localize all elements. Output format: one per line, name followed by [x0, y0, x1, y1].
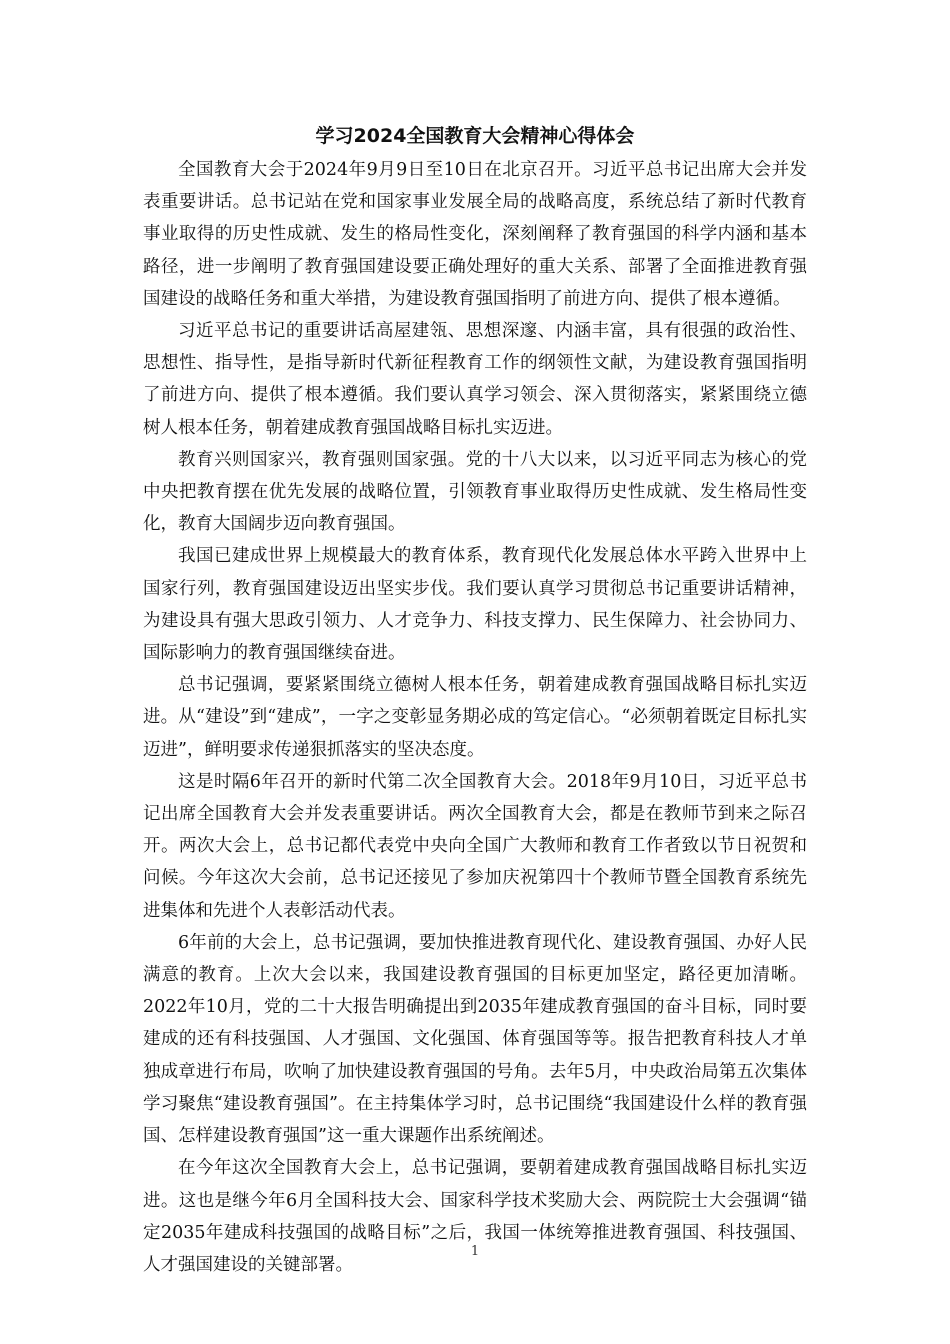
paragraph: 在今年这次全国教育大会上，总书记强调，要朝着建成教育强国战略目标扎实迈进。这也是继今年6月全国科技大会、国家科学技术奖励大会、两院院士大会强调“锚定2035年建成科技强国的战略目标”之后，我国一体统筹推进教育强国、科技强国、人才强国建设的关键部署。 [143, 1158, 807, 1275]
page-number: 1 [470, 1244, 480, 1259]
paragraph: 我国已建成世界上规模最大的教育体系，教育现代化发展总体水平跨入世界中上国家行列，教育强国建设迈出坚实步伐。我们要认真学习贯彻总书记重要讲话精神，为建设具有强大思政引领力、人才竞争力、科技支撑力、民生保障力、社会协同力、国际影响力的教育强国继续奋进。 [143, 546, 807, 664]
paragraph: 习近平总书记的重要讲话高屋建瓴、思想深邃、内涵丰富，具有很强的政治性、思想性、指导性，是指导新时代新征程教育工作的纲领性文献，为建设教育强国指明了前进方向、提供了根本遵循。我们要认真学习领会、深入贯彻落实，紧紧围绕立德树人根本任务，朝着建成教育强国战略目标扎实迈进。 [143, 321, 807, 438]
paragraph: 6年前的大会上，总书记强调，要加快推进教育现代化、建设教育强国、办好人民满意的教育。上次大会以来，我国建设教育强国的目标更加坚定，路径更加清晰。2022年10月，党的二十大报告明确提出到2035年建成教育强国的奋斗目标，同时要建成的还有科技强国、人才强国、文化强国、体育强国等等。报告把教育科技人才单独成章进行布局，吹响了加快建设教育强国的号角。去年5月，中央政治局第五次集体学习聚焦“建设教育强国”。在主持集体学习时，总书记围绕“我国建设什么样的教育强国、怎样建设教育强国”这一重大课题作出系统阐述。 [143, 932, 807, 1147]
document-body [143, 154, 807, 1281]
paragraph: 这是时隔6年召开的新时代第二次全国教育大会。2018年9月10日，习近平总书记出席全国教育大会并发表重要讲话。两次全国教育大会，都是在教师节到来之际召开。两次大会上，总书记都代表党中央向全国广大教师和教育工作者致以节日祝贺和问候。今年这次大会前，总书记还接见了参加庆祝第四十个教师节暨全国教育系统先进集体和先进个人表彰活动代表。 [143, 771, 807, 921]
paragraph: 教育兴则国家兴，教育强则国家强。党的十八大以来，以习近平同志为核心的党中央把教育摆在优先发展的战略位置，引领教育事业取得历史性成就、发生格局性变化，教育大国阔步迈向教育强国。 [143, 449, 807, 535]
paragraph: 总书记强调，要紧紧围绕立德树人根本任务，朝着建成教育强国战略目标扎实迈进。从“建设”到“建成”，一字之变彰显务期必成的笃定信心。“必须朝着既定目标扎实迈进”，鲜明要求传递狠抓落实的坚决态度。 [143, 675, 807, 760]
paragraph: 全国教育大会于2024年9月9日至10日在北京召开。习近平总书记出席大会并发表重要讲话。总书记站在党和国家事业发展全局的战略高度，系统总结了新时代教育事业取得的历史性成就、发生的格局性变化，深刻阐释了教育强国的科学内涵和基本路径，进一步阐明了教育强国建设要正确处理好的重大关系、部署了全面推进教育强国建设的战略任务和重大举措，为建设教育强国指明了前进方向、提供了根本遵循。 [143, 160, 807, 309]
document-title: 学习2024全国教育大会精神心得体会 [315, 125, 635, 147]
